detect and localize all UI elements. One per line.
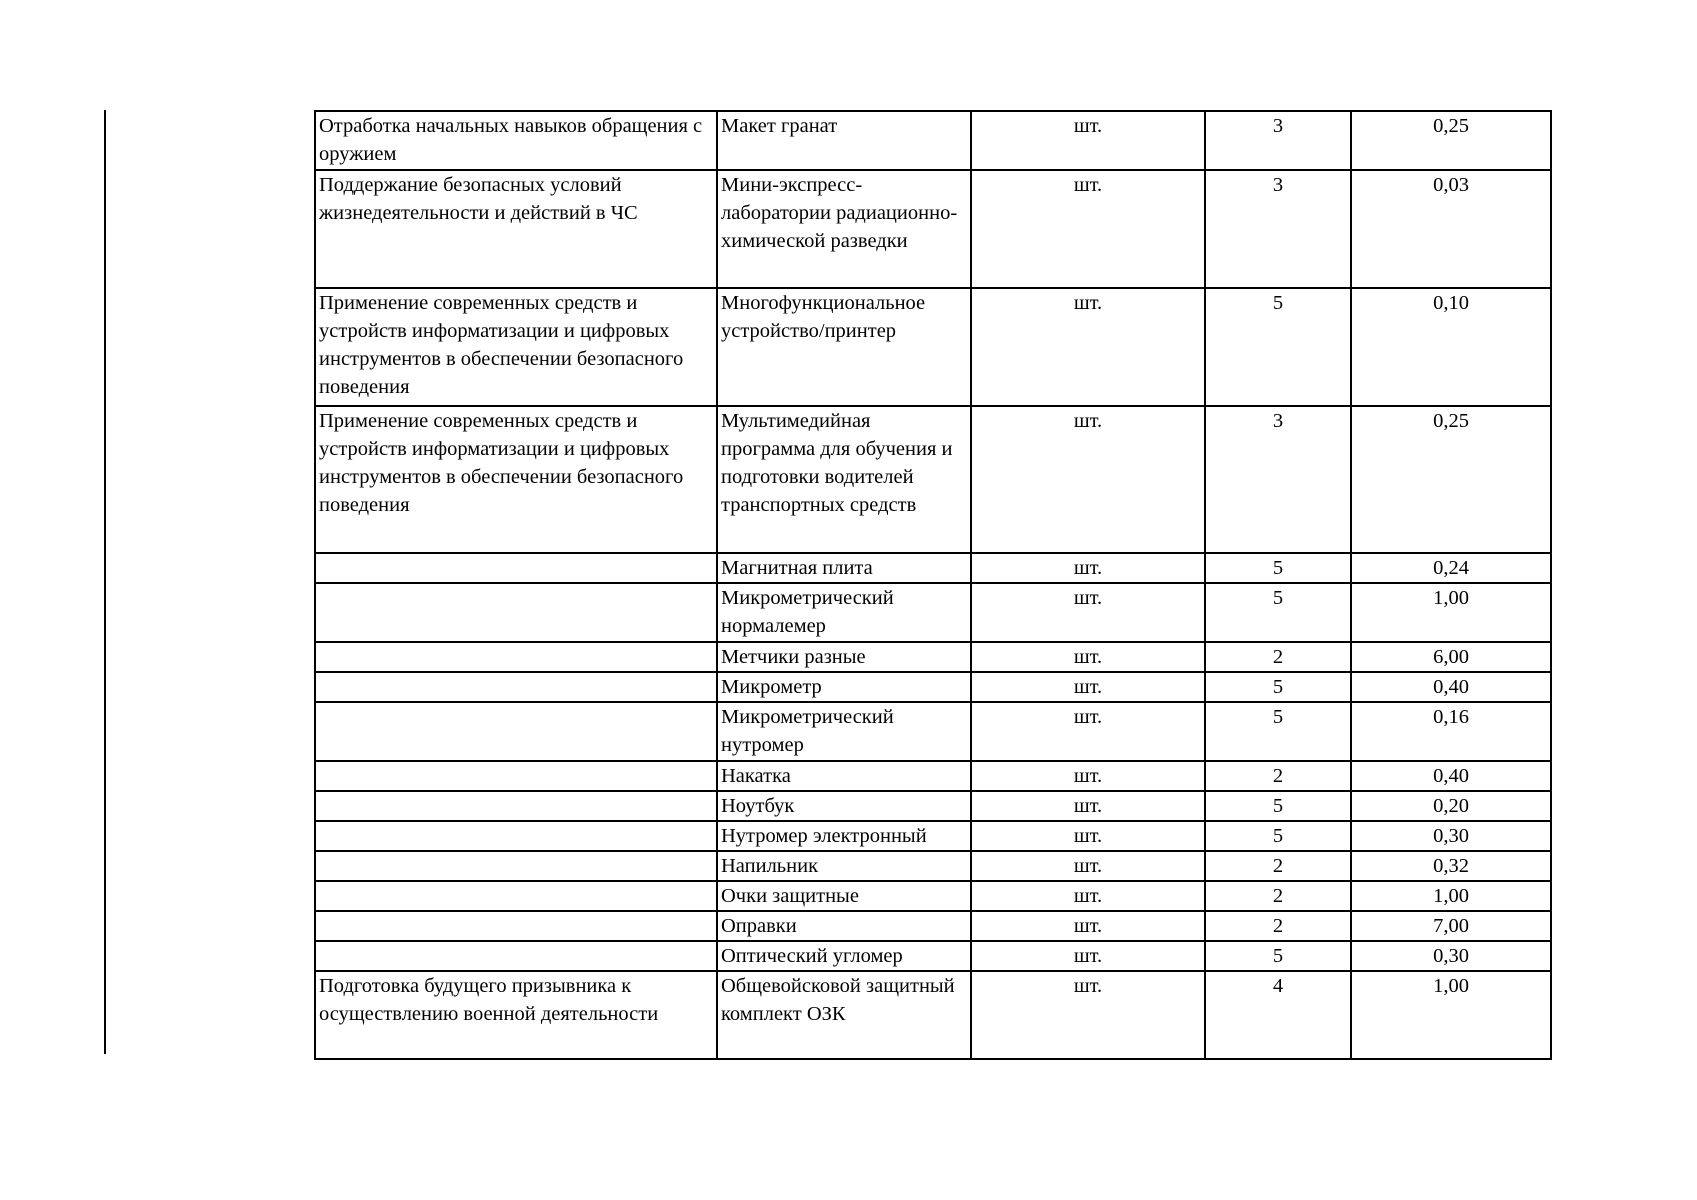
value-cell: 0,10 [1351,288,1551,406]
purpose-cell [315,791,717,821]
value-cell: 0,25 [1351,111,1551,170]
unit-cell: шт. [971,583,1205,642]
value-cell: 0,40 [1351,672,1551,702]
unit-cell: шт. [971,702,1205,761]
quantity-cell: 2 [1205,911,1351,941]
value-cell: 0,32 [1351,851,1551,881]
purpose-cell [315,672,717,702]
item-cell: Оптический угломер [717,941,971,971]
quantity-cell: 5 [1205,821,1351,851]
value-cell: 0,20 [1351,791,1551,821]
item-cell: Мультимедийная программа для обучения и подготовки водителей транспортных средств [717,406,971,553]
table-row [315,406,1551,553]
item-cell: Микрометр [717,672,971,702]
table-row [315,672,1551,702]
value-cell: 1,00 [1351,881,1551,911]
unit-cell: шт. [971,911,1205,941]
value-cell: 7,00 [1351,911,1551,941]
value-cell: 0,30 [1351,941,1551,971]
unit-cell: шт. [971,761,1205,791]
item-cell: Общевойсковой защитный комплект ОЗК [717,971,971,1059]
quantity-cell: 5 [1205,583,1351,642]
quantity-cell: 5 [1205,791,1351,821]
purpose-cell [315,583,717,642]
item-cell: Оправки [717,911,971,941]
purpose-cell: Применение современных средств и устройств информатизации и цифровых инструментов в обеспечении безопасного поведения [315,406,717,553]
equipment-table [314,110,1552,1060]
value-cell: 0,30 [1351,821,1551,851]
value-cell: 6,00 [1351,642,1551,672]
unit-cell: шт. [971,851,1205,881]
purpose-cell [315,881,717,911]
purpose-cell [315,761,717,791]
quantity-cell: 5 [1205,941,1351,971]
table-row [315,881,1551,911]
unit-cell: шт. [971,791,1205,821]
unit-cell: шт. [971,642,1205,672]
purpose-cell [315,911,717,941]
quantity-cell: 4 [1205,971,1351,1059]
table-row [315,553,1551,583]
quantity-cell: 5 [1205,288,1351,406]
unit-cell: шт. [971,288,1205,406]
unit-cell: шт. [971,170,1205,288]
item-cell: Микрометрический нутромер [717,702,971,761]
purpose-cell: Поддержание безопасных условий жизнедеятельности и действий в ЧС [315,170,717,288]
table-row [315,791,1551,821]
table-row [315,911,1551,941]
unit-cell: шт. [971,821,1205,851]
purpose-cell [315,702,717,761]
table-row [315,288,1551,406]
quantity-cell: 3 [1205,170,1351,288]
item-cell: Нутромер электронный [717,821,971,851]
table-row [315,111,1551,170]
value-cell: 0,24 [1351,553,1551,583]
purpose-cell: Отработка начальных навыков обращения с оружием [315,111,717,170]
purpose-cell [315,851,717,881]
item-cell: Напильник [717,851,971,881]
quantity-cell: 3 [1205,111,1351,170]
purpose-cell [315,941,717,971]
quantity-cell: 2 [1205,761,1351,791]
table-row [315,821,1551,851]
table-row [315,702,1551,761]
unit-cell: шт. [971,553,1205,583]
item-cell: Микрометрический нормалемер [717,583,971,642]
value-cell: 1,00 [1351,971,1551,1059]
value-cell: 0,03 [1351,170,1551,288]
table-row [315,642,1551,672]
item-cell: Макет гранат [717,111,971,170]
table-row [315,941,1551,971]
purpose-cell [315,642,717,672]
value-cell: 0,40 [1351,761,1551,791]
item-cell: Многофункциональное устройство/принтер [717,288,971,406]
quantity-cell: 3 [1205,406,1351,553]
unit-cell: шт. [971,406,1205,553]
table-row [315,851,1551,881]
table-row [315,170,1551,288]
unit-cell: шт. [971,672,1205,702]
purpose-cell [315,553,717,583]
table-row [315,583,1551,642]
unit-cell: шт. [971,941,1205,971]
unit-cell: шт. [971,971,1205,1059]
quantity-cell: 5 [1205,672,1351,702]
item-cell: Накатка [717,761,971,791]
item-cell: Магнитная плита [717,553,971,583]
table-row [315,971,1551,1059]
purpose-cell [315,821,717,851]
value-cell: 0,25 [1351,406,1551,553]
purpose-cell: Применение современных средств и устройств информатизации и цифровых инструментов в обеспечении безопасного поведения [315,288,717,406]
item-cell: Метчики разные [717,642,971,672]
purpose-cell: Подготовка будущего призывника к осуществлению военной деятельности [315,971,717,1059]
quantity-cell: 2 [1205,881,1351,911]
item-cell: Ноутбук [717,791,971,821]
item-cell: Мини-экспресс-лаборатории радиационно-химической разведки [717,170,971,288]
quantity-cell: 5 [1205,702,1351,761]
value-cell: 0,16 [1351,702,1551,761]
value-cell: 1,00 [1351,583,1551,642]
quantity-cell: 2 [1205,642,1351,672]
unit-cell: шт. [971,881,1205,911]
margin-rule [104,110,106,1054]
quantity-cell: 5 [1205,553,1351,583]
quantity-cell: 2 [1205,851,1351,881]
item-cell: Очки защитные [717,881,971,911]
unit-cell: шт. [971,111,1205,170]
table-row [315,761,1551,791]
